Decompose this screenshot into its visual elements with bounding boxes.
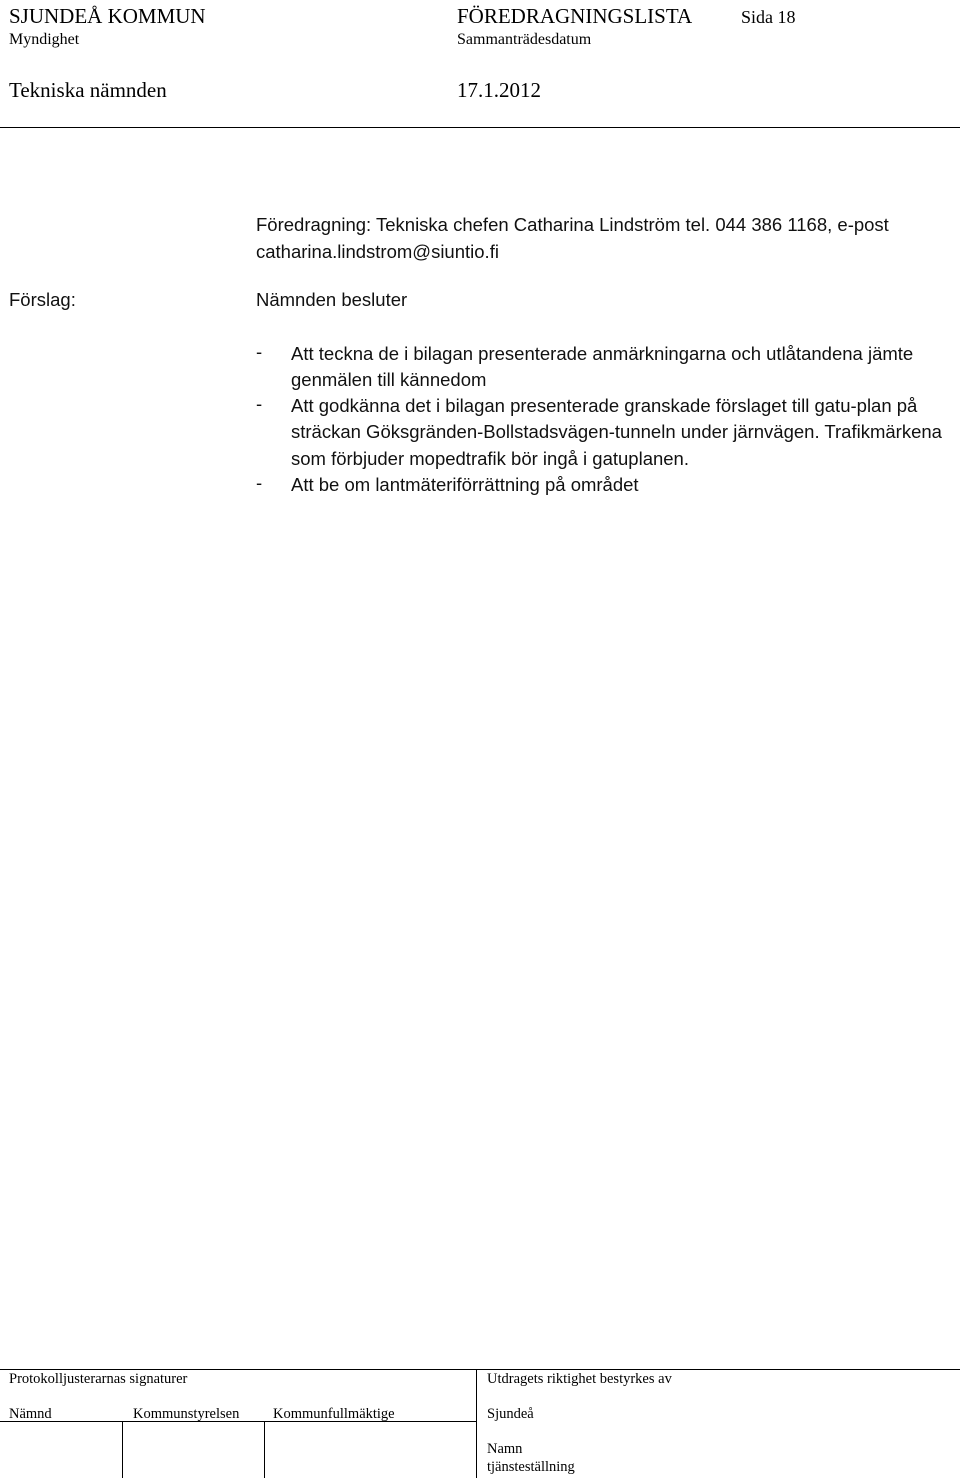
footer-divider [122, 1421, 123, 1478]
authority-value: Tekniska nämnden [9, 78, 167, 102]
signature-footer [0, 1369, 960, 1478]
municipality-name: SJUNDEÅ KOMMUN [9, 4, 206, 28]
bullet-dash: - [256, 393, 263, 414]
bullet-dash: - [256, 472, 263, 493]
document-title: FÖREDRAGNINGSLISTA [457, 4, 693, 28]
footer-divider [476, 1369, 477, 1478]
bullet-dash: - [256, 341, 263, 362]
certified-label: Utdragets riktighet bestyrkes av [487, 1371, 672, 1387]
decision-item-text: Att be om lantmäteriförrättning på området [291, 474, 639, 495]
presenter-info: Föredragning: Tekniska chefen Catharina Lindström tel. 044 386 1168, e-post catharina.lindstrom@siuntio.fi [256, 214, 889, 262]
decision-intro: Nämnden besluter [256, 289, 408, 310]
committee-label: Nämnd [9, 1406, 52, 1422]
municipal-council-label: Kommunfullmäktige [273, 1406, 395, 1422]
signatures-label: Protokolljusterarnas signaturer [9, 1371, 188, 1387]
decision-item-text: Att teckna de i bilagan presenterade anmärkningarna och utlåtandena jämte genmälen till kännedom [291, 343, 914, 391]
meeting-date-label: Sammanträdesdatum [457, 31, 592, 48]
authority-label: Myndighet [9, 31, 80, 48]
page-number: Sida 18 [741, 7, 796, 27]
municipal-board-label: Kommunstyrelsen [133, 1406, 240, 1422]
footer-top-rule [0, 1369, 960, 1370]
decision-item-text: Att godkänna det i bilagan presenterade granskade förslaget till gatu-plan på sträckan Göksgränden-Bollstadsvägen-tunneln under järnvägen. Trafikmärkena som förbjuder mopedtrafik bör ingå i gatuplanen. [291, 395, 942, 469]
header-divider [0, 127, 960, 128]
position-label: tjänsteställning [487, 1459, 575, 1475]
name-label: Namn [487, 1441, 523, 1457]
proposal-label: Förslag: [9, 289, 76, 310]
footer-divider [264, 1421, 265, 1478]
place-label: Sjundeå [487, 1406, 534, 1422]
meeting-date-value: 17.1.2012 [457, 78, 541, 102]
